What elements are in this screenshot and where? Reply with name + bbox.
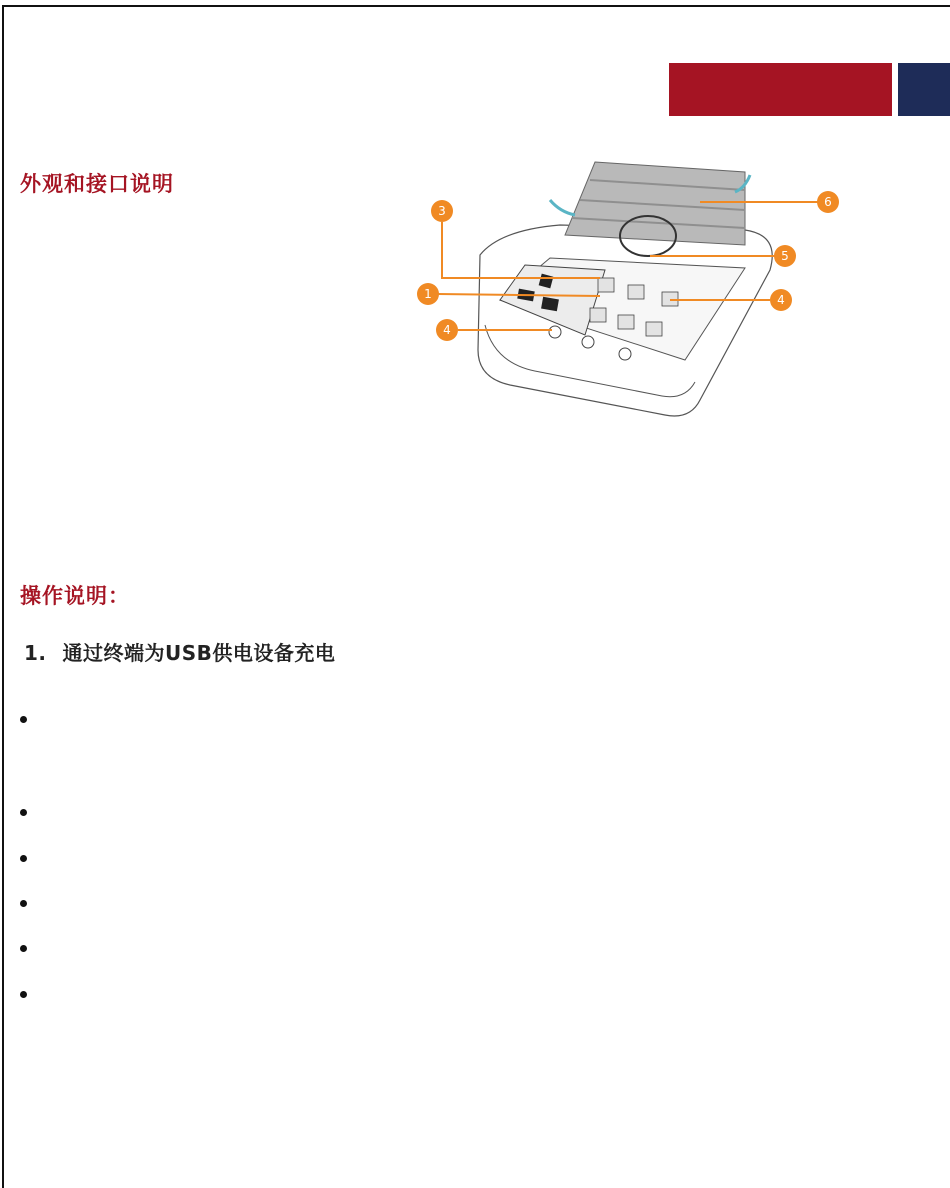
callout-5-label: 5 — [781, 249, 789, 263]
callout-6-label: 6 — [824, 195, 832, 209]
step-text: 通过终端为USB供电设备充电 — [62, 641, 336, 665]
callout-4-right-label: 4 — [777, 293, 785, 307]
bullet-point — [20, 716, 27, 723]
callout-4-left-label: 4 — [443, 323, 451, 337]
rotate-arrow-left — [550, 200, 575, 215]
step-number: 1. — [24, 641, 47, 665]
appearance-section-title: 外观和接口说明 — [20, 172, 174, 196]
bullet-point — [20, 900, 27, 907]
callout-5 — [774, 245, 796, 267]
device-cover — [565, 162, 745, 245]
callout-3 — [431, 200, 453, 222]
callout-1-label: 1 — [424, 287, 432, 301]
callout-1 — [417, 283, 439, 305]
bullet-point — [20, 809, 27, 816]
header-red-bar — [669, 63, 892, 116]
bullet-point — [20, 991, 27, 998]
header-navy-block — [898, 63, 950, 116]
callout-3-label: 3 — [438, 204, 446, 218]
device-illustration — [400, 150, 860, 430]
operation-section-title: 操作说明： — [20, 584, 130, 608]
bullet-point — [20, 945, 27, 952]
step-heading-1 — [24, 637, 335, 666]
bullet-point — [20, 855, 27, 862]
callout-4-left — [436, 319, 458, 341]
callout-4-right — [770, 289, 792, 311]
callout-6 — [817, 191, 839, 213]
